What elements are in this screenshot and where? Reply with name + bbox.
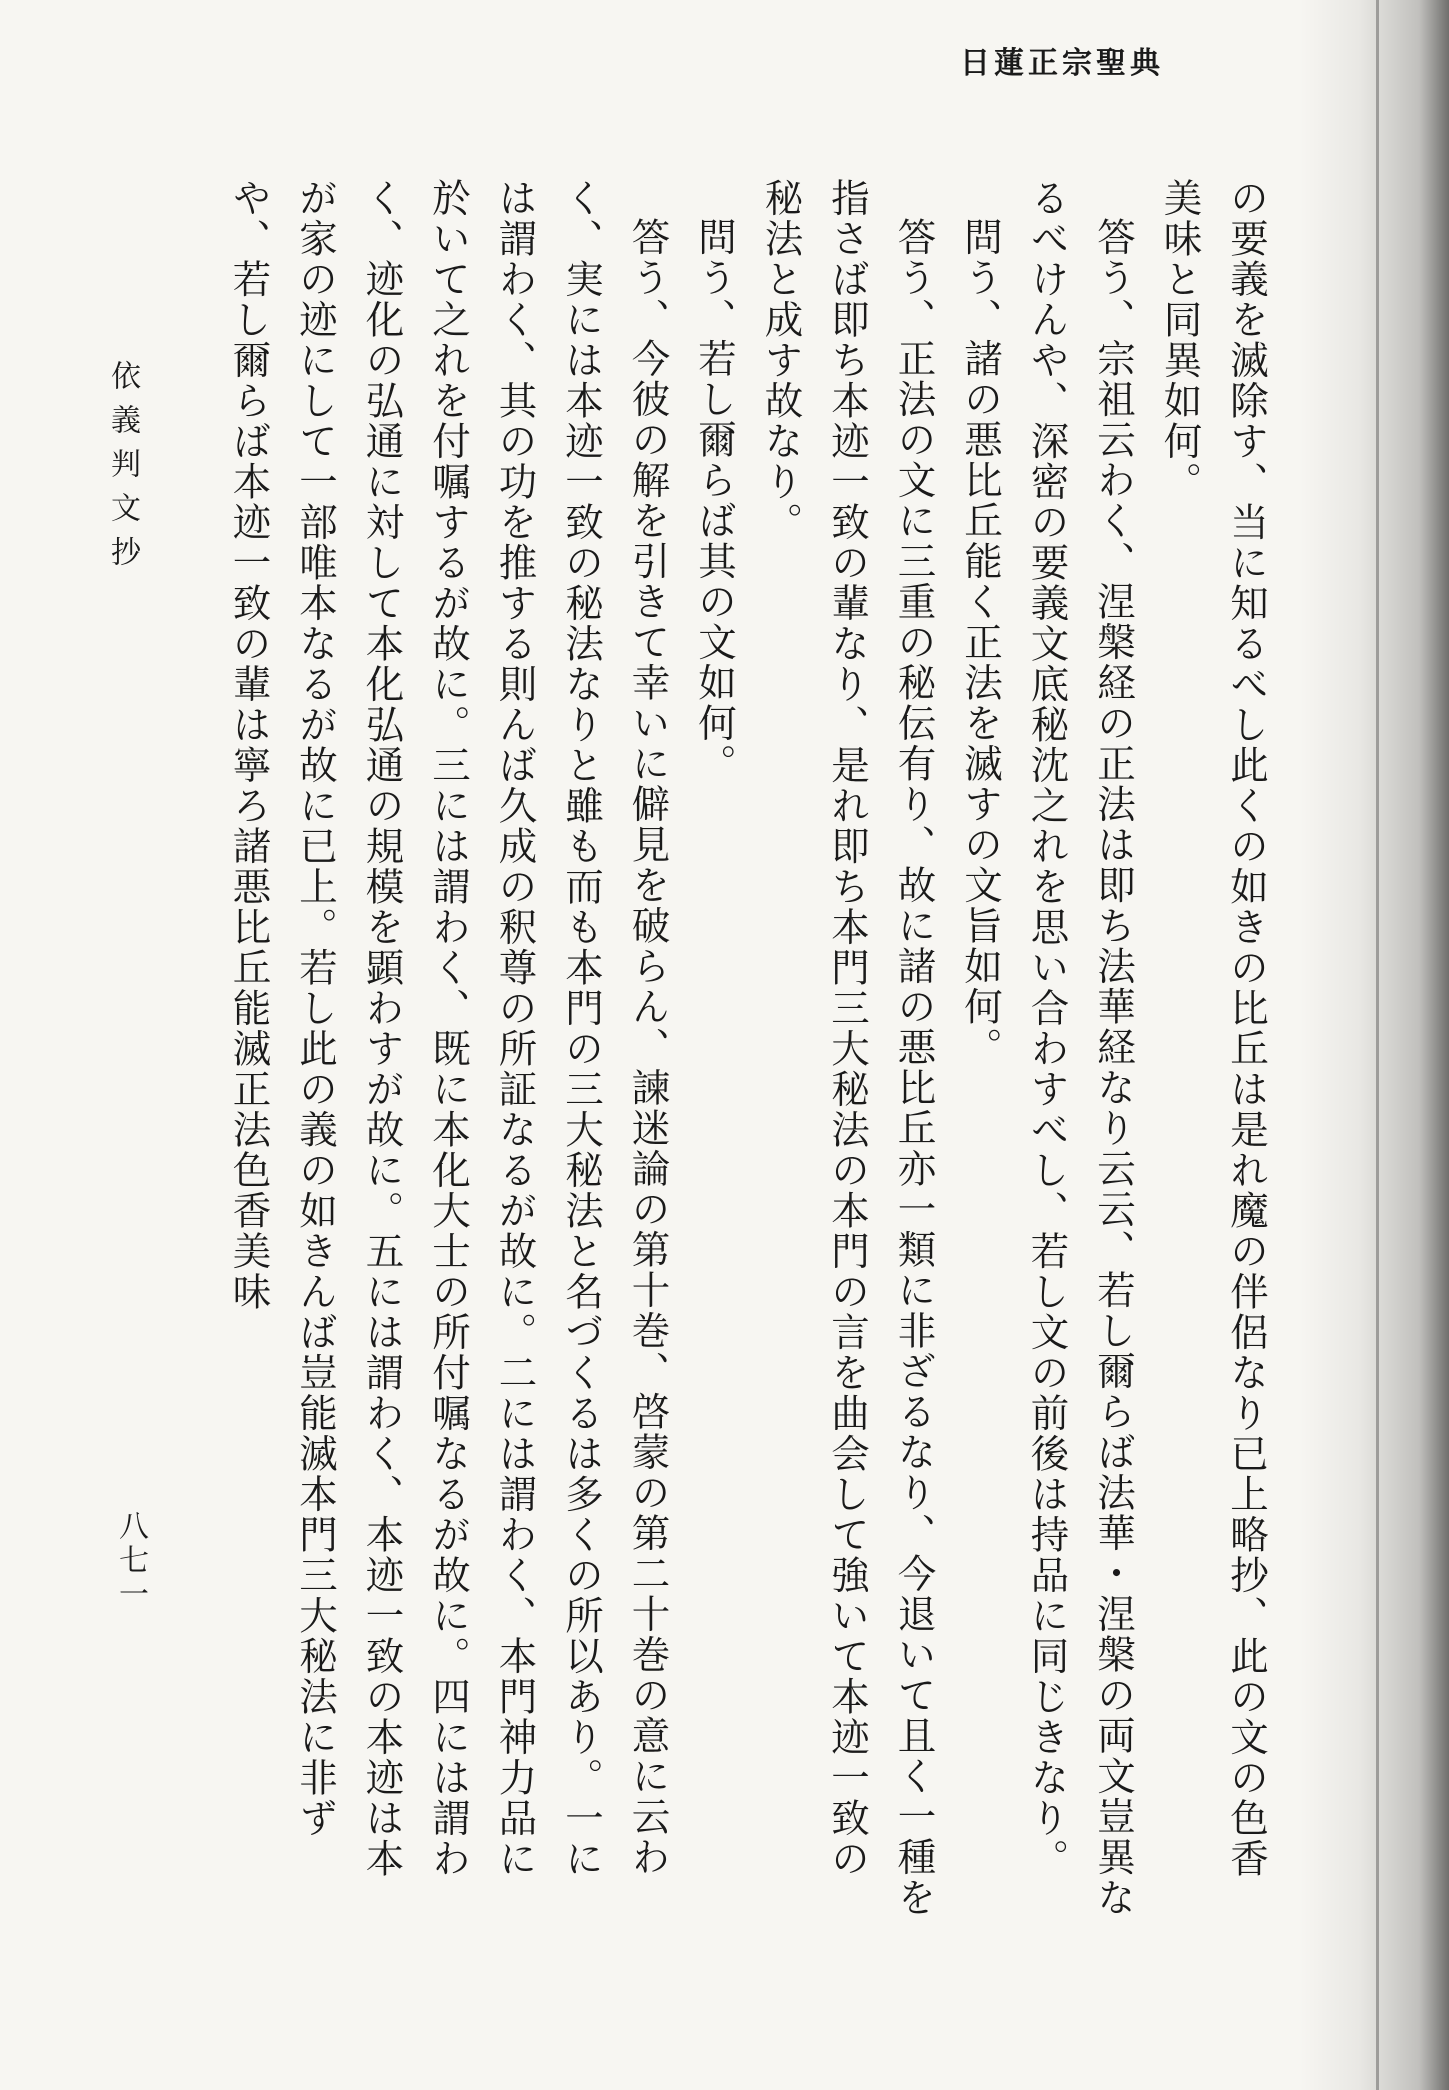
page-number: 八七一 [113, 1510, 148, 1612]
main-text-block [209, 178, 1279, 1918]
text-paragraph: 答う、今彼の解を引きて幸いに僻見を破らん、諫迷論の第十巻、啓蒙の第二十巻の意に云わく、実には本迹一致の秘法なりと雖も而も本門の三大秘法と名づくるは多くの所以あり。一には謂わく、其の功を推する則んば久成の釈尊の所証なるが故に。二には謂わく、本門神力品に於いて之れを付嘱するが故に。三には謂わく、既に本化大士の所付嘱なるが故に。四には謂わく、迹化の弘通に対して本化弘通の規模を顕わすが故に。五には謂わく、本迹一致の本迹は本が家の迹にして一部唯本なるが故に已上。若し此の義の如きんば豈能滅本門三大秘法に非ずや、若し爾らば本迹一致の輩は寧ろ諸悪比丘能滅正法色香美味 [226, 178, 671, 1879]
text-paragraph: 問う、若し爾らば其の文如何。 [692, 216, 737, 784]
text-paragraph: の要義を滅除す、当に知るべし此くの如きの比丘は是れ魔の伴侶なり已上略抄、此の文の色香美味と同異如何。 [1157, 178, 1269, 1879]
running-head-title: 日蓮正宗聖典 [960, 46, 1164, 81]
text-paragraph: 問う、諸の悪比丘能く正法を滅すの文旨如何。 [958, 216, 1003, 1067]
footer-book-title: 依義判文抄 [105, 360, 140, 580]
page-edge-line [1376, 0, 1379, 2090]
text-paragraph: 答う、正法の文に三重の秘伝有り、故に諸の悪比丘亦一類に非ざるなり、今退いて且く一種を指さば即ち本迹一致の輩なり、是れ即ち本門三大秘法の本門の言を曲会して強いて本迹一致の秘法と成す故なり。 [758, 178, 937, 1918]
text-paragraph: 答う、宗祖云わく、涅槃経の正法は即ち法華経なり云云、若し爾らば法華・涅槃の両文豈異なるべけんや、深密の要義文底秘沈之れを思い合わすべし、若し文の前後は持品に同じきなり。 [1024, 178, 1136, 1918]
page-edge-shadow [1299, 0, 1449, 2090]
